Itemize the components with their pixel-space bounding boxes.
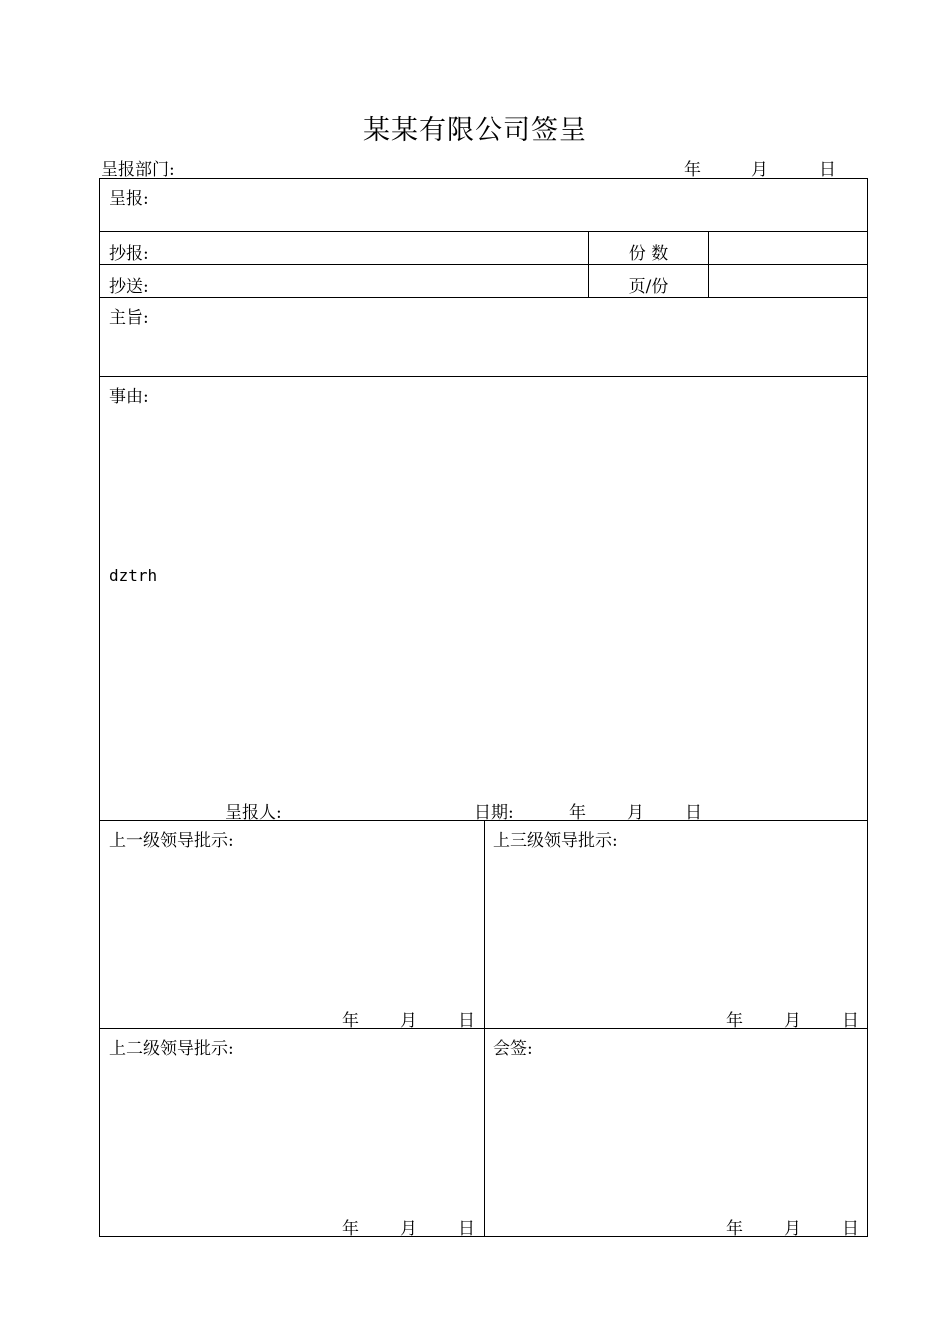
level3-date [726, 1006, 866, 1031]
document-title: 某某有限公司签呈 [363, 115, 587, 146]
chaosong-label: 抄送: [109, 277, 149, 297]
countersign-date [726, 1214, 866, 1239]
level2-date [342, 1214, 482, 1239]
header-day: 日 [819, 160, 836, 180]
countersign-day: 日 [842, 1219, 859, 1239]
chaobao-label: 抄报: [109, 244, 149, 264]
submitter-label: 呈报人: [225, 803, 282, 823]
submit-year: 年 [569, 803, 586, 823]
submit-date-label: 日期: [474, 803, 514, 823]
level1-date [342, 1006, 482, 1031]
level3-day: 日 [842, 1011, 859, 1031]
level2-year: 年 [342, 1219, 359, 1239]
submit-month: 月 [627, 803, 644, 823]
level2-label: 上二级领导批示: [109, 1039, 234, 1059]
level1-year: 年 [342, 1011, 359, 1031]
level1-day: 日 [458, 1011, 475, 1031]
submit-day: 日 [685, 803, 702, 823]
col-divider [708, 231, 709, 297]
level2-day: 日 [458, 1219, 475, 1239]
shiyou-text: dztrh [109, 566, 158, 585]
level3-month: 月 [784, 1011, 801, 1031]
level3-label: 上三级领导批示: [493, 831, 618, 851]
zhuzhi-label: 主旨: [109, 308, 149, 328]
level2-month: 月 [400, 1219, 417, 1239]
col-divider [484, 820, 485, 1237]
level1-label: 上一级领导批示: [109, 831, 234, 851]
chengbao-label: 呈报: [109, 189, 149, 209]
header-month: 月 [751, 160, 768, 180]
countersign-year: 年 [726, 1219, 743, 1239]
row-divider [100, 231, 867, 232]
dept-label: 呈报部门: [101, 160, 175, 180]
row-divider [100, 264, 867, 265]
countersign-label: 会签: [493, 1039, 533, 1059]
header-year: 年 [684, 160, 701, 180]
form-table [99, 178, 868, 1237]
yefen-label: 页/份 [628, 277, 669, 297]
level3-year: 年 [726, 1011, 743, 1031]
level1-month: 月 [400, 1011, 417, 1031]
fenshu-label: 份 数 [628, 244, 669, 264]
row-divider [100, 297, 867, 298]
row-divider [100, 376, 867, 377]
shiyou-label: 事由: [109, 387, 149, 407]
countersign-month: 月 [784, 1219, 801, 1239]
